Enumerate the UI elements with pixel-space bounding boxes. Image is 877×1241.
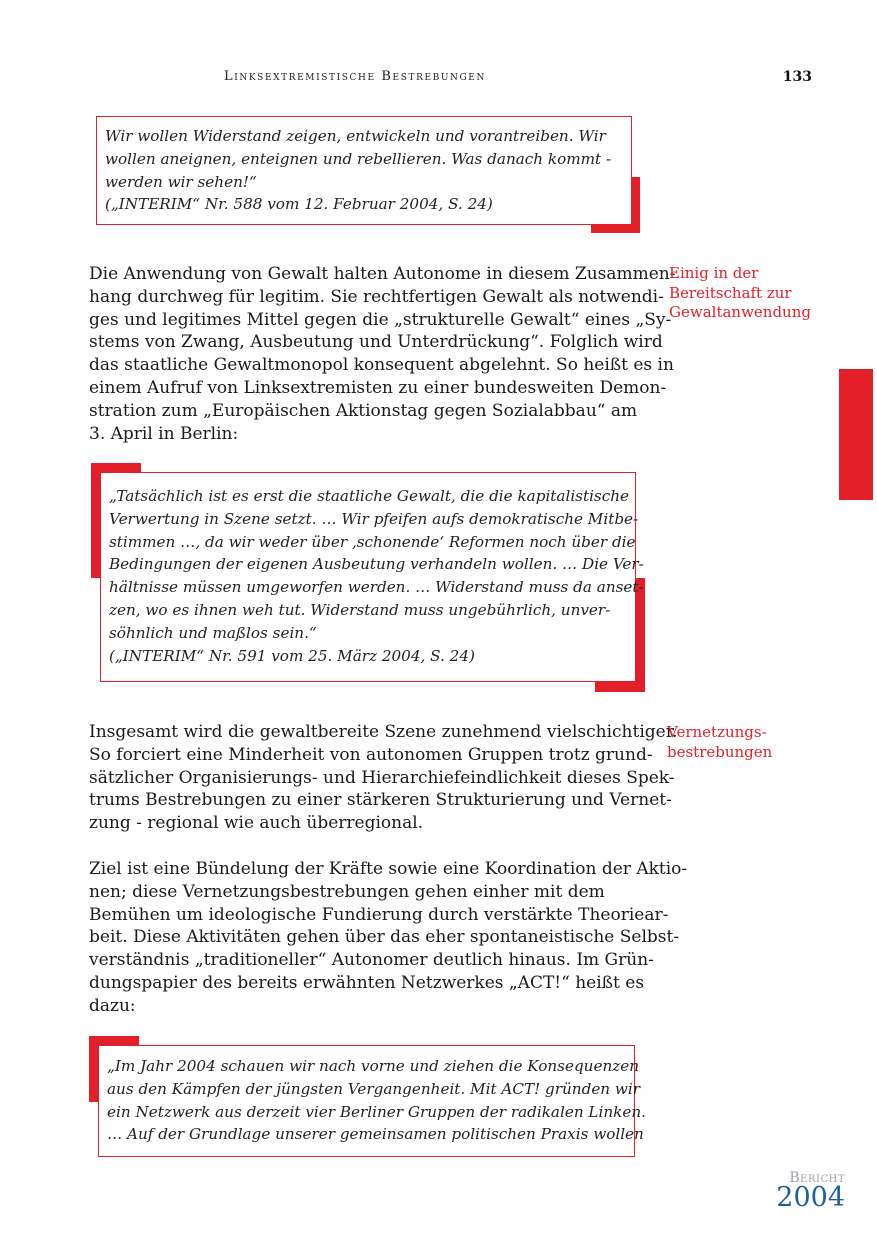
text-line: dazu: — [89, 995, 136, 1016]
text-line: stems von Zwang, Ausbeutung und Unterdrückung“. Folglich wird — [89, 332, 663, 353]
text-line: einem Aufruf von Linksextremisten zu einer bundesweiten Demon- — [89, 377, 667, 398]
quote-2-box — [100, 472, 644, 682]
chapter-tab-marker — [839, 369, 873, 500]
body-paragraph-1 — [89, 263, 676, 445]
quote-line: Verwertung in Szene setzt. … Wir pfeifen aufs demokratische Mitbe- — [109, 509, 639, 528]
text-line: Bemühen um ideologische Fundierung durch verstärkte Theoriear- — [89, 904, 669, 925]
text-line: das staatliche Gewaltmonopol konsequent abgelehnt. So heißt es in — [89, 355, 674, 376]
text-line: sätzlicher Organisierungs- und Hierarchiefeindlichkeit dieses Spek- — [89, 767, 675, 788]
report-logo-word: Bericht — [789, 1170, 845, 1186]
text-line: nen; diese Vernetzungsbestrebungen gehen einher mit dem — [89, 881, 605, 902]
margin-note-line: Bereitschaft zur — [669, 283, 792, 302]
quote-3-box — [98, 1045, 646, 1157]
margin-note-2 — [667, 723, 772, 762]
report-logo-year: 2004 — [776, 1182, 845, 1213]
text-line: stration zum „Europäischen Aktionstag gegen Sozialabbau“ am — [89, 400, 638, 421]
quote-line: stimmen …, da wir weder über ‚schonende‘ Reformen noch über die — [109, 532, 636, 551]
text-line: Die Anwendung von Gewalt halten Autonome in diesem Zusammen- — [89, 264, 676, 284]
body-paragraph-3 — [89, 858, 688, 1018]
quote-1-box — [96, 116, 632, 225]
quote-line: zen, wo es ihnen weh tut. Widerstand muss ungebührlich, unver- — [109, 600, 611, 619]
margin-note-line: Einig in der — [669, 264, 759, 282]
quote-line: … Auf der Grundlage unserer gemeinsamen politischen Praxis wollen — [107, 1125, 644, 1144]
quote-line: werden wir sehen!“ — [105, 172, 257, 191]
body-paragraph-2 — [89, 721, 678, 835]
quote-line: „Im Jahr 2004 schauen wir nach vorne und ziehen die Konsequenzen — [107, 1057, 639, 1075]
quote-line: söhnlich und maßlos sein.“ — [109, 623, 317, 642]
margin-note-1 — [669, 264, 811, 323]
text-line: trums Bestrebungen zu einer stärkeren Strukturierung und Vernet- — [89, 790, 672, 811]
running-header-title: Linksextremistische Bestrebungen — [224, 69, 486, 84]
text-line: So forciert eine Minderheit von autonomen Gruppen trotz grund- — [89, 744, 653, 765]
margin-note-line: Gewaltanwendung — [669, 303, 811, 321]
margin-note-line: Vernetzungs- — [667, 723, 767, 741]
quote-line: aus den Kämpfen der jüngsten Vergangenheit. Mit ACT! gründen wir — [107, 1079, 641, 1098]
text-line: hang durchweg für legitim. Sie rechtfertigen Gewalt als notwendi- — [89, 286, 664, 307]
margin-note-line: bestrebungen — [667, 742, 773, 761]
text-line: ges und legitimes Mittel gegen die „strukturelle Gewalt“ eines „Sy- — [89, 309, 672, 330]
quote-line: ein Netzwerk aus derzeit vier Berliner Gruppen der radikalen Linken. — [107, 1102, 646, 1121]
quote-line: Bedingungen der eigenen Ausbeutung verhandeln wollen. … Die Ver- — [109, 555, 644, 574]
quote-line: Wir wollen Widerstand zeigen, entwickeln und vorantreiben. Wir — [105, 127, 606, 145]
text-line: beit. Diese Aktivitäten gehen über das eher spontaneistische Selbst- — [89, 927, 680, 948]
quote-line: wollen aneignen, enteignen und rebellieren. Was danach kommt - — [105, 149, 612, 168]
quote-line: hältnisse müssen umgeworfen werden. … Widerstand muss da anset- — [109, 578, 644, 597]
text-line: 3. April in Berlin: — [89, 423, 239, 444]
quote-line: „Tatsächlich ist es erst die staatliche Gewalt, die die kapitalistische — [109, 487, 629, 505]
page-number: 133 — [782, 69, 812, 85]
text-line: Ziel ist eine Bündelung der Kräfte sowie eine Koordination der Aktio- — [89, 859, 688, 879]
text-line: zung - regional wie auch überregional. — [89, 813, 424, 834]
quote-citation: („INTERIM“ Nr. 591 vom 25. März 2004, S. 24) — [109, 646, 475, 665]
text-line: dungspapier des bereits erwähnten Netzwerkes „ACT!“ heißt es — [89, 972, 645, 993]
text-line: verständnis „traditioneller“ Autonomer deutlich hinaus. Im Grün- — [89, 950, 654, 971]
text-line: Insgesamt wird die gewaltbereite Szene zunehmend vielschichtiger. — [89, 722, 678, 742]
quote-citation: („INTERIM“ Nr. 588 vom 12. Februar 2004, S. 24) — [105, 195, 493, 214]
